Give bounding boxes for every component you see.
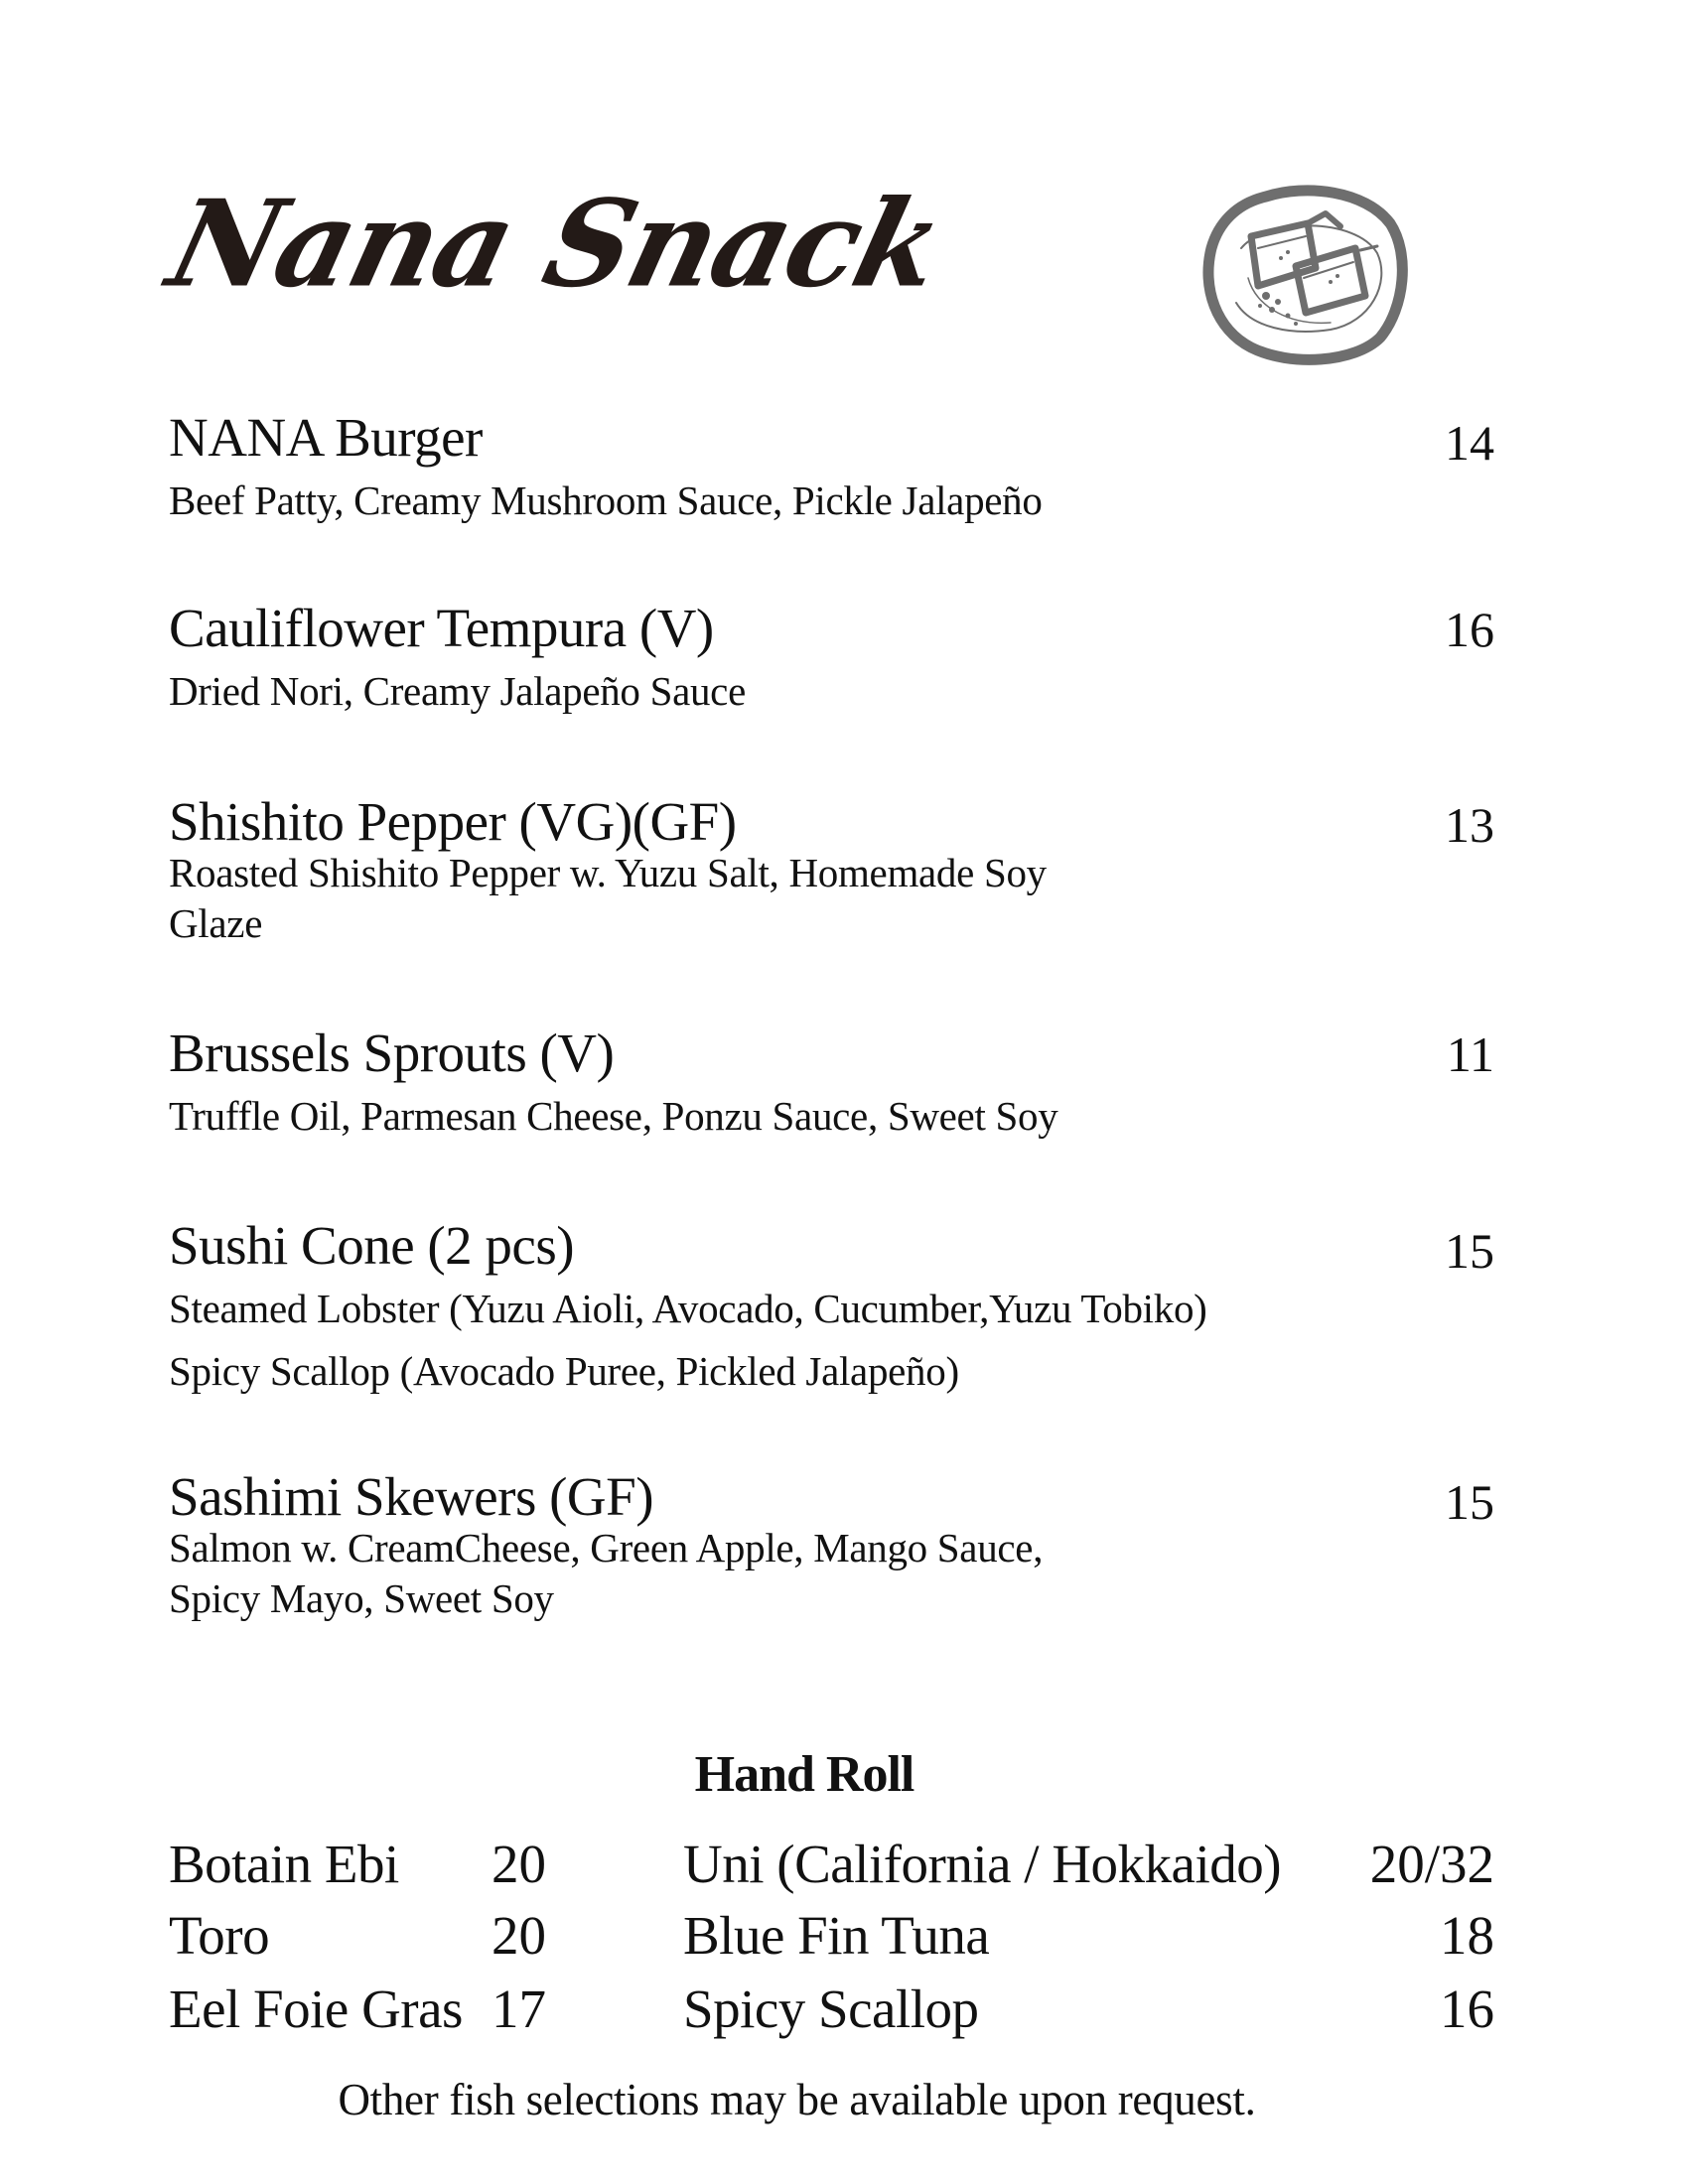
hand-roll-name: Uni (California / Hokkaido)	[683, 1834, 1282, 1894]
item-description: Steamed Lobster (Yuzu Aioli, Avocado, Cucumber,Yuzu Tobiko)	[169, 1286, 1207, 1331]
hand-roll-name: Spicy Scallop	[683, 1979, 979, 2039]
item-description: Spicy Scallop (Avocado Puree, Pickled Jalapeño)	[169, 1348, 959, 1394]
hand-roll-price: 16	[1440, 1979, 1494, 2039]
hand-roll-name: Botain Ebi	[169, 1834, 399, 1894]
menu-item-brussels-sprouts	[169, 1025, 1494, 1137]
menu-item-shishito-pepper	[169, 791, 1494, 946]
hand-roll-price: 18	[1440, 1905, 1494, 1966]
item-name: Brussels Sprouts (V)	[169, 1023, 615, 1083]
item-name: Shishito Pepper (VG)(GF)	[169, 791, 737, 852]
sushi-plate-icon	[1196, 179, 1410, 367]
hand-roll-name: Blue Fin Tuna	[683, 1905, 990, 1966]
hand-roll-price: 20/32	[1369, 1834, 1494, 1894]
item-price: 16	[1445, 602, 1494, 657]
item-name: NANA Burger	[169, 407, 483, 468]
item-price: 15	[1445, 1474, 1494, 1530]
hand-roll-name: Eel Foie Gras	[169, 1979, 463, 2039]
item-name: Sashimi Skewers (GF)	[169, 1466, 654, 1527]
menu-item-sashimi-skewers	[169, 1466, 1494, 1621]
item-description: Beef Patty, Creamy Mushroom Sauce, Pickle Jalapeño	[169, 478, 1043, 523]
hand-roll-heading: Hand Roll	[694, 1746, 914, 1803]
hand-roll-price: 20	[492, 1905, 546, 1966]
menu-title: Nana Snack	[156, 173, 955, 315]
item-price: 15	[1445, 1223, 1494, 1279]
hand-roll-price: 17	[492, 1979, 546, 2039]
item-description: Salmon w. CreamCheese, Green Apple, Mango Sauce,	[169, 1525, 1044, 1570]
hand-roll-row	[169, 1905, 1494, 1968]
item-description: Dried Nori, Creamy Jalapeño Sauce	[169, 668, 746, 714]
hand-roll-row	[169, 1981, 1494, 2041]
menu-item-cauliflower-tempura	[169, 598, 1494, 714]
item-description: Roasted Shishito Pepper w. Yuzu Salt, Homemade Soy	[169, 850, 1047, 895]
item-description: Spicy Mayo, Sweet Soy	[169, 1575, 554, 1621]
hand-roll-row	[169, 1834, 1494, 1896]
hand-roll-price: 20	[492, 1834, 546, 1894]
item-price: 13	[1445, 797, 1494, 853]
menu-item-nana-burger	[169, 407, 1494, 523]
item-description: Glaze	[169, 900, 263, 946]
item-name: Sushi Cone (2 pcs)	[169, 1215, 575, 1276]
item-price: 11	[1446, 1026, 1494, 1082]
hand-roll-note: Other fish selections may be available upon request.	[338, 2075, 1256, 2124]
menu-item-sushi-cone	[169, 1215, 1494, 1394]
item-description: Truffle Oil, Parmesan Cheese, Ponzu Sauce, Sweet Soy	[169, 1093, 1058, 1139]
item-name: Cauliflower Tempura (V)	[169, 598, 714, 658]
item-price: 14	[1445, 415, 1494, 471]
hand-roll-name: Toro	[169, 1905, 270, 1966]
